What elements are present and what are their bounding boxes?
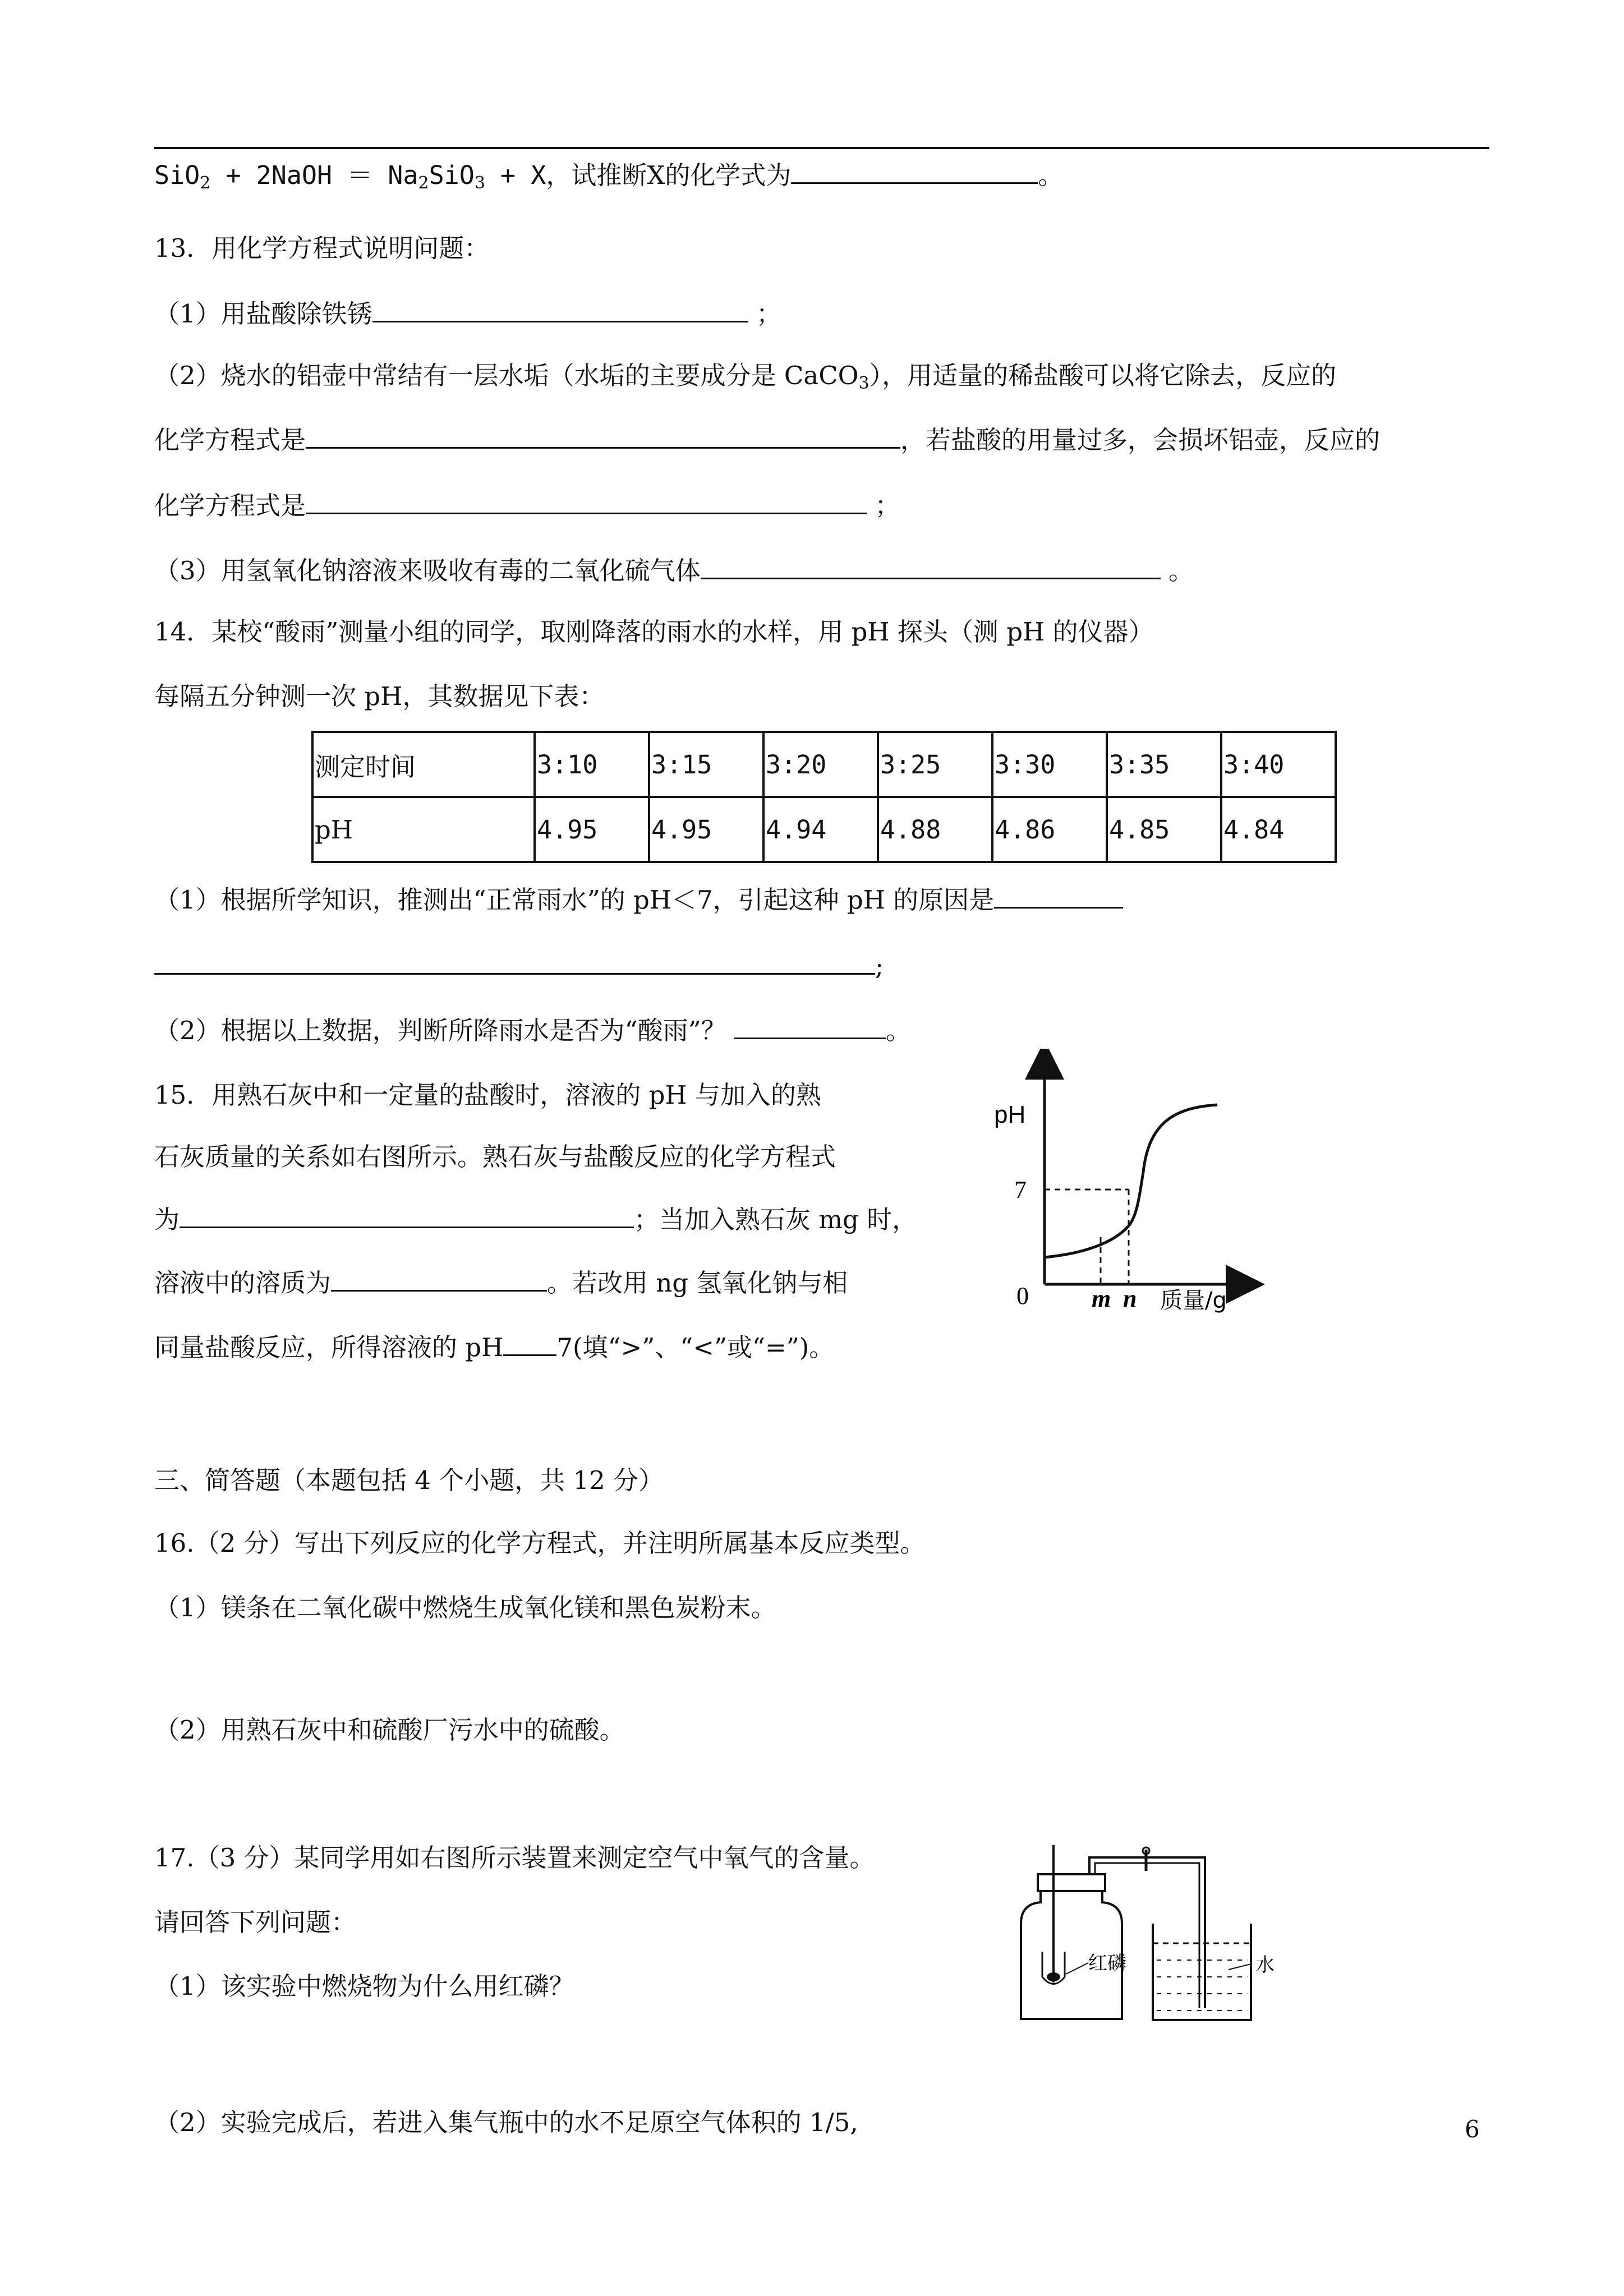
q15-text: 7(填“>”、“<”或“=”)。 xyxy=(556,1333,835,1362)
q13-part3-text: （3）用氢氧化钠溶液来吸收有毒的二氧化硫气体 xyxy=(154,556,701,585)
page-number: 6 xyxy=(1465,2115,1480,2143)
red-phosphorus-icon xyxy=(1047,1972,1060,1981)
n-label: n xyxy=(1123,1285,1137,1312)
q15-line4 xyxy=(154,1266,848,1300)
q14-part1-end: ; xyxy=(875,951,884,981)
table-cell: 4.88 xyxy=(878,797,992,862)
table-cell: 3:35 xyxy=(1107,732,1221,797)
q13-part2-text: 化学方程式是 xyxy=(154,491,306,520)
ph-table xyxy=(311,731,1337,863)
q13-part1-end: ； xyxy=(748,299,781,329)
q14-part2-end: 。 xyxy=(885,1016,911,1045)
eq-part: SiO xyxy=(154,160,200,190)
table-cell: 4.85 xyxy=(1107,797,1221,862)
answer-blank[interactable] xyxy=(791,159,1038,184)
answer-blank[interactable] xyxy=(994,883,1123,909)
top-rule xyxy=(154,147,1489,149)
ph-curve-graph xyxy=(982,1049,1296,1318)
table-cell: 4.95 xyxy=(535,797,649,862)
q12-text: ，试推断X的化学式为 xyxy=(546,160,792,190)
q12-end: 。 xyxy=(1038,160,1064,190)
label-red-phosphorus: 红磷 xyxy=(1088,1952,1126,1975)
table-header-time: 测定时间 xyxy=(312,732,535,797)
q14-part1-text: （1）根据所学知识，推测出“正常雨水”的 pH＜7，引起这种 pH 的原因是 xyxy=(154,885,995,915)
leader-line xyxy=(1066,1963,1088,1974)
table-cell: 3:25 xyxy=(878,732,992,797)
q13-part1 xyxy=(154,297,781,331)
delivery-tube-inner xyxy=(1095,1863,1199,2008)
q15-text: 同量盐酸反应，所得溶液的 pH xyxy=(154,1333,504,1362)
q15-line5 xyxy=(154,1331,834,1364)
answer-blank[interactable] xyxy=(154,949,875,975)
answer-blank[interactable] xyxy=(306,423,900,449)
eq-part: + X xyxy=(485,160,546,190)
q17-stem: 17.（3 分）某同学用如右图所示装置来测定空气中氧气的含量。 xyxy=(154,1843,875,1873)
q17-stem2: 请回答下列问题： xyxy=(154,1907,357,1937)
label-water: 水 xyxy=(1255,1954,1275,1976)
eq-part: SiO xyxy=(429,160,475,190)
table-row xyxy=(312,797,1336,862)
m-label: m xyxy=(1092,1285,1111,1312)
q13-part1-text: （1）用盐酸除铁锈 xyxy=(154,299,372,329)
q15-line1: 15．用熟石灰中和一定量的盐酸时，溶液的 pH 与加入的熟 xyxy=(154,1080,821,1110)
delivery-tube xyxy=(1089,1857,1205,2008)
table-cell: 3:15 xyxy=(649,732,763,797)
q14-part1-cont xyxy=(154,949,884,983)
y-axis-label: pH xyxy=(994,1101,1026,1128)
rubber-stopper xyxy=(1038,1874,1105,1891)
q13-part3 xyxy=(154,554,1194,588)
q14-stem1: 14．某校“酸雨”测量小组的同学，取刚降落的雨水的水样，用 pH 探头（测 pH 的仪器） xyxy=(154,617,1154,647)
beaker xyxy=(1153,1924,1251,2020)
q13-part2-text: （2）烧水的铝壶中常结有一层水垢（水垢的主要成分是 CaCO xyxy=(154,361,859,390)
q15-line3 xyxy=(154,1203,917,1237)
q14-part1 xyxy=(154,883,1123,917)
q17-part2: （2）实验完成后，若进入集气瓶中的水不足原空气体积的 1/5, xyxy=(154,2108,858,2137)
table-cell: 3:20 xyxy=(763,732,878,797)
leader-line xyxy=(1229,1964,1251,1970)
q16-stem: 16.（2 分）写出下列反应的化学方程式，并注明所属基本反应类型。 xyxy=(154,1528,926,1558)
q15-text: 。若改用 ng 氢氧化钠与相 xyxy=(547,1268,848,1298)
q16-part2: （2）用熟石灰中和硫酸厂污水中的硫酸。 xyxy=(154,1715,625,1745)
subscript: 3 xyxy=(474,173,485,193)
table-cell: 3:30 xyxy=(992,732,1107,797)
answer-blank[interactable] xyxy=(701,554,1161,579)
q13-part2-end: ； xyxy=(867,491,900,520)
q13-part2-text: ），用适量的稀盐酸可以将它除去，反应的 xyxy=(869,361,1337,390)
section3-heading: 三、简答题（本题包括 4 个小题，共 12 分） xyxy=(154,1465,664,1495)
x-axis-label: 质量/g xyxy=(1160,1288,1227,1313)
answer-blank[interactable] xyxy=(331,1266,547,1292)
subscript: 2 xyxy=(418,173,429,193)
ph-curve xyxy=(1045,1105,1217,1257)
subscript: 3 xyxy=(858,374,869,393)
table-cell: 4.94 xyxy=(763,797,878,862)
table-cell: 4.84 xyxy=(1221,797,1336,862)
answer-blank[interactable] xyxy=(372,297,748,322)
tick-label-7: 7 xyxy=(1014,1176,1027,1204)
table-cell: 3:10 xyxy=(535,732,649,797)
q13-part2-line1 xyxy=(154,359,1336,393)
q16-part1: （1）镁条在二氧化碳中燃烧生成氧化镁和黑色炭粉末。 xyxy=(154,1593,776,1622)
q12-equation-line xyxy=(154,159,1063,192)
q14-part2 xyxy=(154,1014,911,1048)
table-cell: 3:40 xyxy=(1221,732,1336,797)
q17-part1: （1）该实验中燃烧物为什么用红磷？ xyxy=(154,1971,574,2001)
answer-blank[interactable] xyxy=(503,1331,556,1356)
q13-part2-text: ，若盐酸的用量过多，会损坏铝壶，反应的 xyxy=(900,425,1381,455)
q15-line2: 石灰质量的关系如右图所示。熟石灰与盐酸反应的化学方程式 xyxy=(154,1142,836,1172)
table-row xyxy=(312,732,1336,797)
q15-text: ；当加入熟石灰 mg 时， xyxy=(634,1205,918,1234)
oxygen-measurement-apparatus xyxy=(1010,1839,1290,2025)
q13-stem: 13．用化学方程式说明问题： xyxy=(154,233,490,263)
subscript: 2 xyxy=(200,173,211,193)
q13-part2-text: 化学方程式是 xyxy=(154,425,306,455)
answer-blank[interactable] xyxy=(180,1203,634,1228)
q15-text: 为 xyxy=(154,1205,180,1234)
origin-label: 0 xyxy=(1016,1282,1029,1310)
q13-part3-end: 。 xyxy=(1160,556,1194,585)
table-cell: 4.86 xyxy=(992,797,1107,862)
table-cell: 4.95 xyxy=(649,797,763,862)
q13-part2-line3 xyxy=(154,489,900,523)
eq-part: + 2NaOH ＝ Na xyxy=(210,160,418,190)
q14-part2-text: （2）根据以上数据，判断所降雨水是否为“酸雨”？ xyxy=(154,1016,734,1045)
answer-blank[interactable] xyxy=(306,489,867,514)
q13-part2-line2 xyxy=(154,423,1380,457)
table-header-ph: pH xyxy=(312,797,535,862)
answer-blank[interactable] xyxy=(734,1014,886,1039)
q15-text: 溶液中的溶质为 xyxy=(154,1268,332,1298)
q14-stem2: 每隔五分钟测一次 pH，其数据见下表： xyxy=(154,681,605,711)
